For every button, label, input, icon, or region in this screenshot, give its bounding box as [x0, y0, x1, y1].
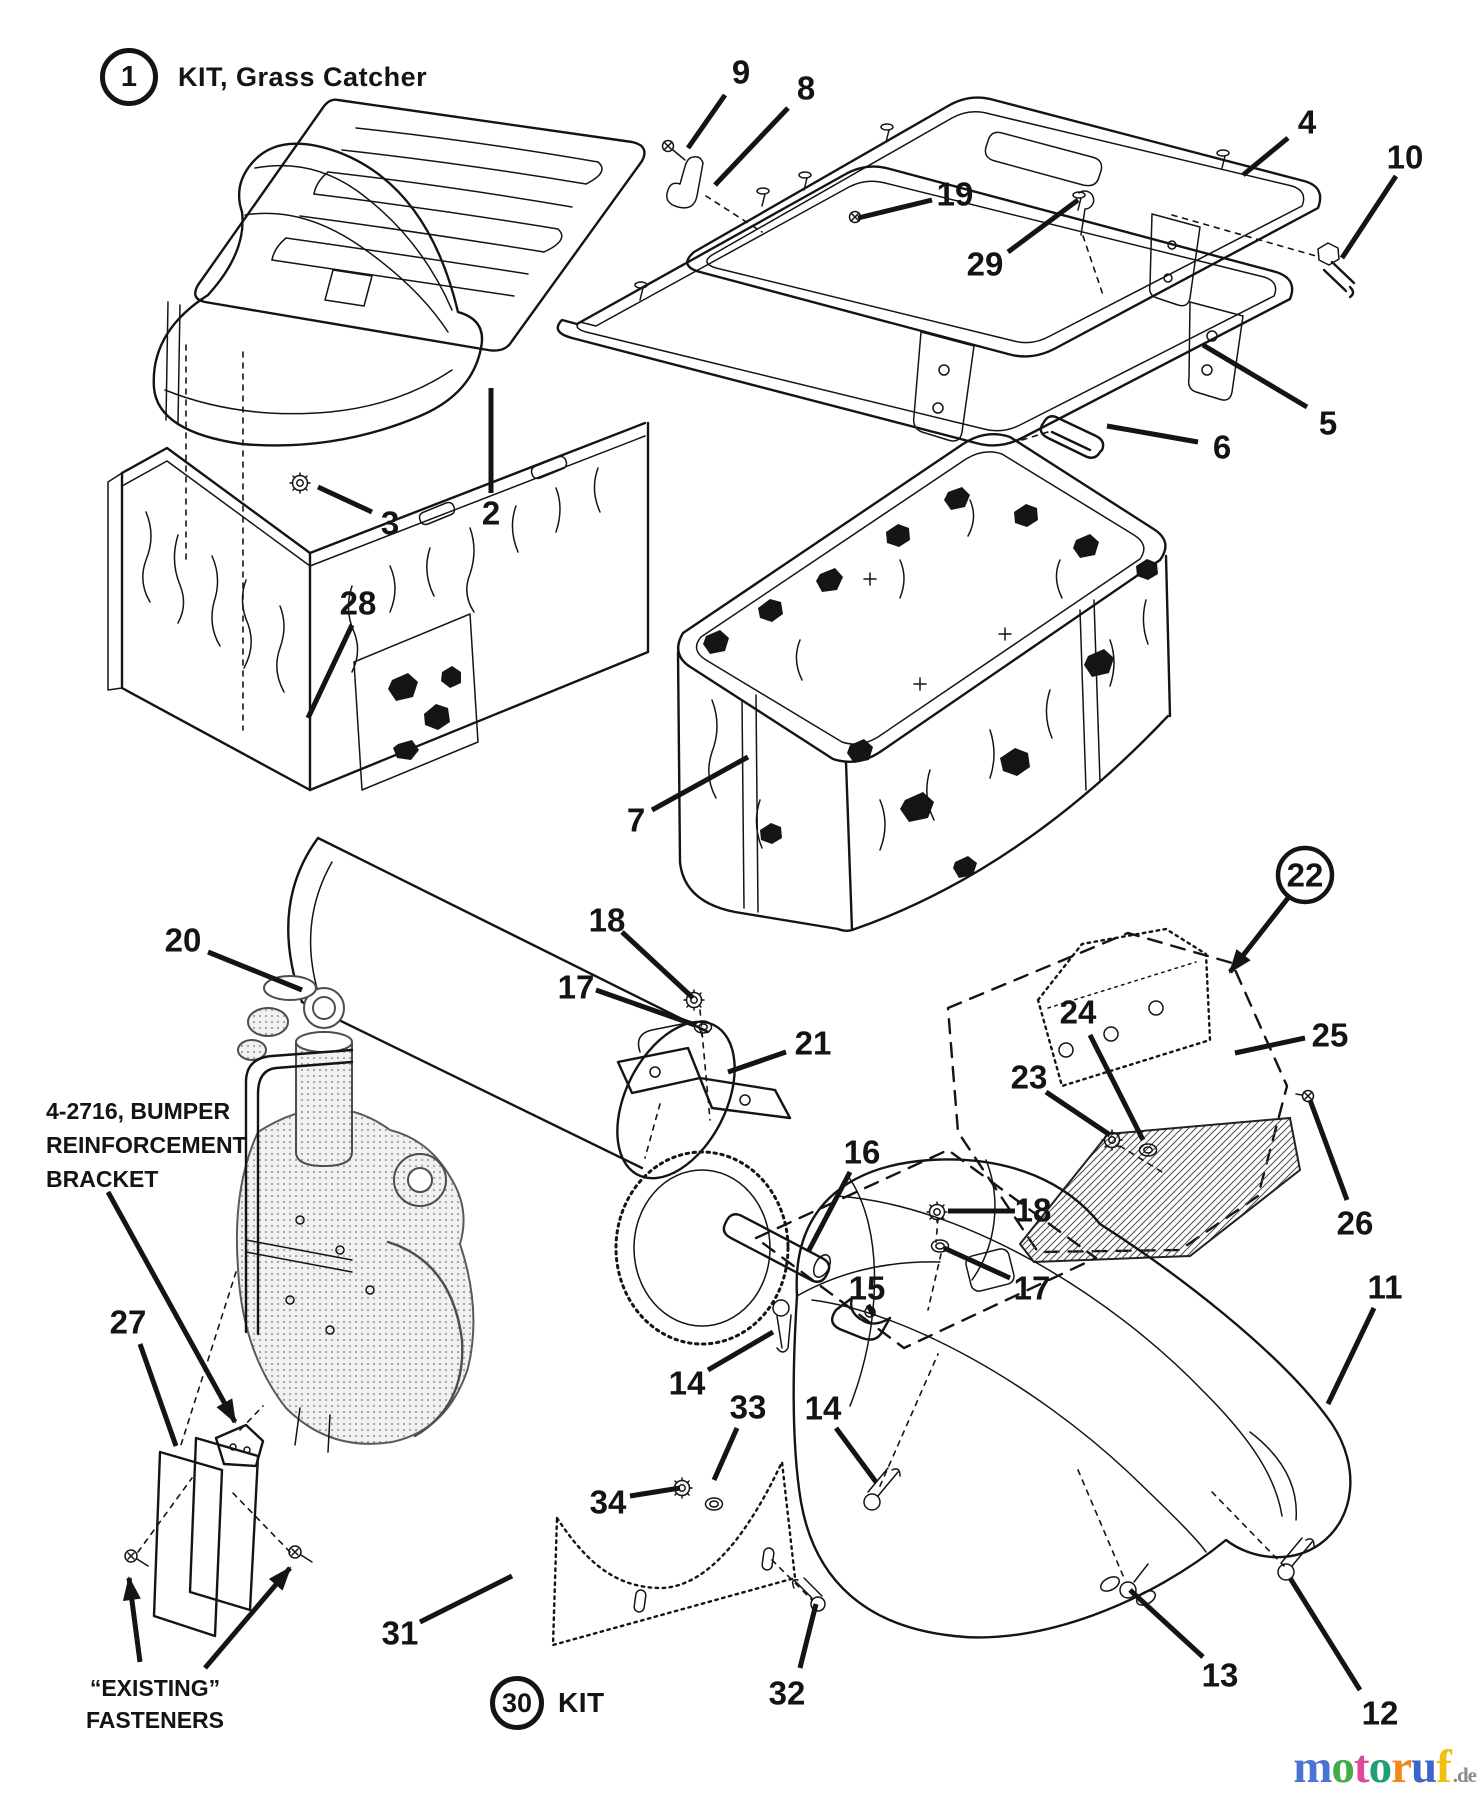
leader-28	[308, 625, 352, 718]
callout-11: 11	[1367, 1268, 1403, 1306]
callout-20: 20	[164, 921, 202, 959]
motoruf-watermark	[1293, 1740, 1476, 1794]
callout-16: 16	[843, 1133, 881, 1171]
watermark-letter: o	[1368, 1741, 1392, 1793]
leader-14	[836, 1428, 876, 1482]
callout-19: 19	[936, 175, 974, 213]
callout-18: 18	[588, 901, 626, 939]
watermark-letter: f	[1436, 1741, 1451, 1793]
leader-10	[1342, 176, 1396, 258]
leader-5	[1203, 345, 1307, 407]
leader-9	[688, 95, 725, 148]
part-hook-8	[667, 157, 703, 208]
kit-30-note	[490, 1676, 605, 1730]
part-band-28	[108, 423, 648, 790]
part-clamp-21	[618, 1024, 790, 1119]
callout-17: 17	[1013, 1269, 1051, 1307]
callout-12: 12	[1361, 1694, 1399, 1732]
watermark-letter: u	[1410, 1741, 1437, 1793]
kit-title	[100, 48, 427, 106]
nut-3	[290, 473, 310, 493]
existing-screw-2	[289, 1546, 312, 1562]
existing-screw-1	[125, 1550, 148, 1566]
leader-23	[1046, 1092, 1110, 1135]
leader-4	[1243, 138, 1288, 175]
watermark-suffix: .de	[1452, 1763, 1476, 1787]
leader-19	[858, 200, 932, 218]
leader-27	[140, 1344, 176, 1446]
part-bag-7	[678, 434, 1170, 931]
leader-34	[630, 1488, 680, 1496]
part-screw-9	[663, 141, 686, 161]
callout-7: 7	[626, 801, 646, 839]
callout-28: 28	[339, 584, 377, 622]
callout-5: 5	[1318, 404, 1338, 442]
callout-23: 23	[1010, 1058, 1048, 1096]
leader-29	[1008, 200, 1078, 252]
part-lid-cover	[154, 100, 645, 730]
callout-32: 32	[768, 1674, 806, 1712]
leader-32	[800, 1604, 816, 1668]
callout-26: 26	[1336, 1204, 1374, 1242]
existing-note-line-1: “EXISTING”	[89, 1675, 221, 1701]
tractor-rear-engine	[216, 976, 473, 1466]
part-existing-brackets	[125, 1438, 312, 1636]
callout-22: 22	[1286, 856, 1324, 894]
leader-7	[652, 757, 748, 810]
callout-27: 27	[109, 1303, 147, 1341]
existing-fastener-arrow-1	[129, 1578, 140, 1662]
leader-26	[1310, 1100, 1347, 1200]
washer-33	[706, 1498, 723, 1510]
existing-fasteners-note	[50, 1672, 260, 1736]
leader-12	[1290, 1578, 1360, 1690]
nut-18b	[927, 1202, 947, 1222]
callout-3: 3	[380, 504, 400, 542]
leader-25	[1235, 1038, 1305, 1053]
callout-13: 13	[1201, 1656, 1239, 1694]
callout-6: 6	[1212, 428, 1232, 466]
leader-8	[715, 108, 788, 185]
existing-note-line-2: FASTENERS	[85, 1707, 225, 1733]
watermark-letter: r	[1391, 1741, 1411, 1793]
callout-21: 21	[794, 1024, 832, 1062]
callout-15: 15	[848, 1269, 886, 1307]
callout-layer	[108, 54, 1423, 1732]
kit-number-circle: 1	[100, 48, 158, 106]
leader-16	[808, 1172, 850, 1252]
leader-11	[1328, 1308, 1374, 1404]
leader-14	[708, 1332, 773, 1370]
watermark-letter: t	[1353, 1741, 1369, 1793]
watermark-word	[1293, 1740, 1450, 1794]
kit-30-label: KIT	[558, 1687, 605, 1718]
leader-18	[622, 932, 693, 998]
leader-21	[728, 1052, 786, 1072]
callout-10: 10	[1386, 138, 1424, 176]
part-bolt-32	[793, 1578, 825, 1611]
part-frames	[558, 98, 1354, 458]
watermark-letter: o	[1331, 1741, 1354, 1793]
leader-22	[1230, 898, 1288, 972]
part-hoop-ring	[616, 1152, 788, 1344]
callout-14: 14	[668, 1364, 706, 1402]
bumper-note-line-2: REINFORCEMENT	[46, 1132, 247, 1158]
leader-13	[1130, 1590, 1203, 1657]
bumper-note-line-3: BRACKET	[46, 1166, 159, 1192]
callout-29: 29	[966, 245, 1004, 283]
callout-25: 25	[1311, 1016, 1349, 1054]
callout-18: 18	[1014, 1191, 1052, 1229]
callout-8: 8	[796, 69, 816, 107]
callout-14: 14	[804, 1389, 842, 1427]
callout-17: 17	[557, 968, 595, 1006]
callout-33: 33	[729, 1388, 767, 1426]
part-bolt-12	[1278, 1538, 1314, 1580]
leader-6	[1107, 426, 1198, 442]
leader-33	[714, 1428, 737, 1480]
kit-30-circle: 30	[490, 1676, 544, 1730]
callout-9: 9	[731, 53, 751, 91]
bumper-bracket-note	[46, 1094, 247, 1196]
bumper-note-line-1: 4-2716, BUMPER	[46, 1098, 231, 1124]
leader-20	[208, 952, 302, 990]
watermark-letter: m	[1293, 1741, 1332, 1793]
leader-3	[318, 487, 372, 512]
callout-2: 2	[481, 494, 501, 532]
callout-31: 31	[381, 1614, 419, 1652]
callout-24: 24	[1059, 993, 1097, 1031]
kit-title-label: KIT, Grass Catcher	[178, 61, 428, 92]
leader-17	[596, 990, 695, 1025]
part-bolt-14a	[773, 1300, 791, 1352]
leader-31	[420, 1576, 512, 1622]
callout-34: 34	[589, 1483, 627, 1521]
callout-4: 4	[1297, 103, 1317, 141]
